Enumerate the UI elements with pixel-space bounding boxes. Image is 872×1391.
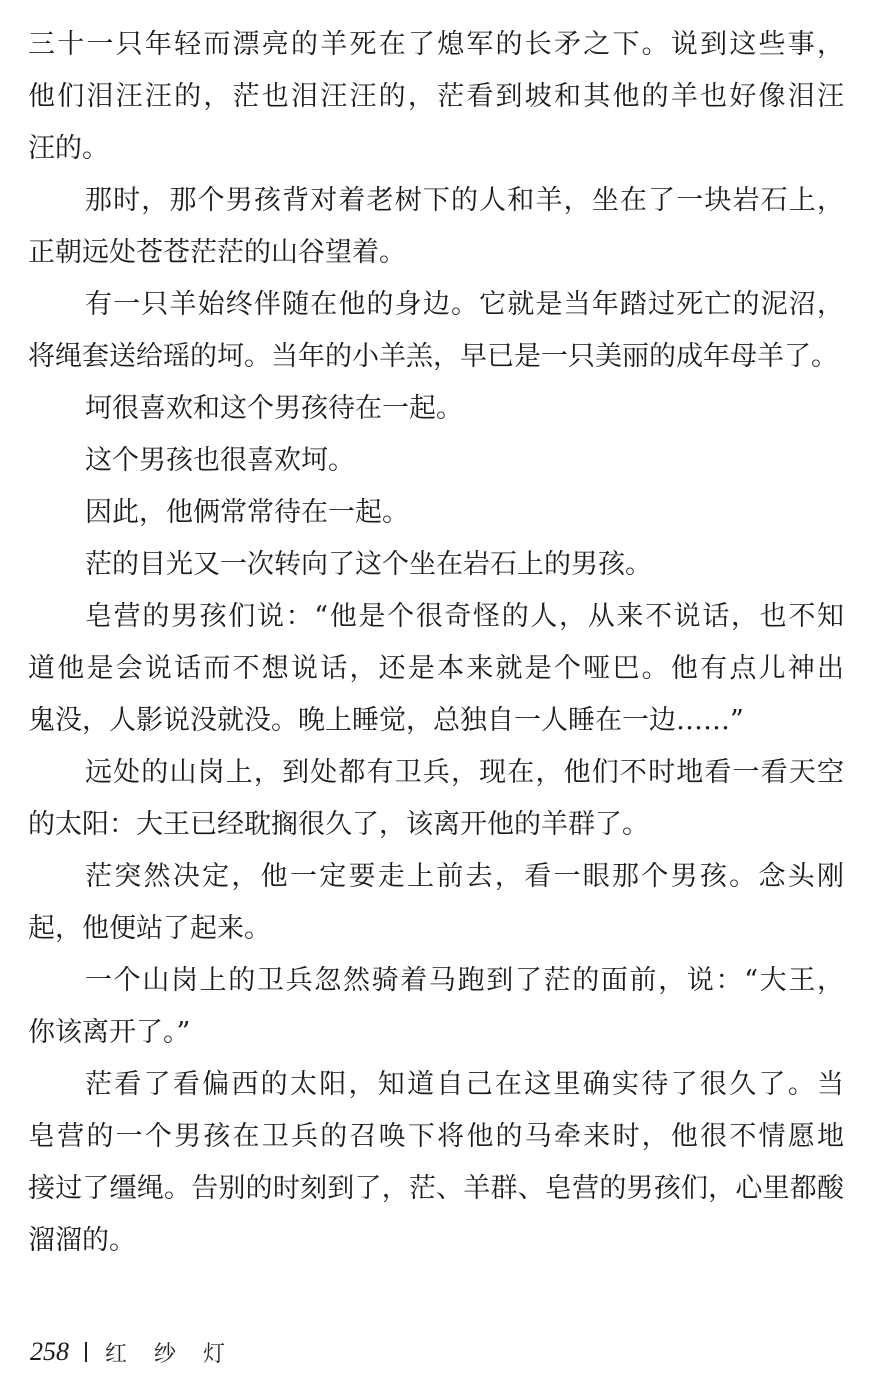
- text-line: 接过了缰绳。告别的时刻到了，茫、羊群、皂营的男孩们，心里都酸: [28, 1173, 844, 1204]
- text-line: 鬼没，人影说没就没。晚上睡觉，总独自一人睡在一边……”: [28, 705, 744, 736]
- text-line: 一个山岗上的卫兵忽然骑着马跑到了茫的面前，说：“大王，: [85, 965, 844, 996]
- page-number: 258: [30, 1337, 69, 1366]
- paragraph: [28, 19, 844, 175]
- paragraph: [28, 1059, 844, 1267]
- text-line: 茫看了看偏西的太阳，知道自己在这里确实待了很久了。当: [85, 1069, 844, 1100]
- text-line: 远处的山岗上，到处都有卫兵，现在，他们不时地看一看天空: [85, 757, 844, 788]
- book-title: 红 纱 灯: [105, 1341, 235, 1367]
- paragraph: [28, 851, 844, 955]
- body-text: [28, 19, 844, 1267]
- paragraph: [28, 175, 844, 279]
- text-line: 的太阳：大王已经耽搁很久了，该离开他的羊群了。: [28, 809, 649, 840]
- text-line: 坷很喜欢和这个男孩待在一起。: [85, 393, 463, 424]
- text-line: 有一只羊始终伴随在他的身边。它就是当年踏过死亡的泥沼，: [85, 289, 844, 320]
- text-line: 茫突然决定，他一定要走上前去，看一眼那个男孩。念头刚: [85, 861, 844, 892]
- text-line: 将绳套送给瑶的坷。当年的小羊羔，早已是一只美丽的成年母羊了。: [28, 341, 838, 372]
- text-line: 茫的目光又一次转向了这个坐在岩石上的男孩。: [85, 549, 652, 580]
- paragraph: [28, 955, 844, 1059]
- text-line: 三十一只年轻而漂亮的羊死在了熄军的长矛之下。说到这些事，: [28, 29, 844, 60]
- paragraph: [28, 591, 844, 747]
- text-line: 皂营的一个男孩在卫兵的召唤下将他的马牵来时，他很不情愿地: [28, 1121, 844, 1152]
- text-line: 他们泪汪汪的，茫也泪汪汪的，茫看到坡和其他的羊也好像泪汪: [28, 81, 844, 112]
- text-line: 皂营的男孩们说：“他是个很奇怪的人，从来不说话，也不知: [85, 601, 844, 632]
- footer-divider: [85, 1342, 87, 1362]
- paragraph: [28, 747, 844, 851]
- text-line: 正朝远处苍苍茫茫的山谷望着。: [28, 237, 406, 268]
- text-line: 道他是会说话而不想说话，还是本来就是个哑巴。他有点儿神出: [28, 653, 844, 684]
- paragraph: [28, 279, 844, 383]
- page-footer: [30, 1332, 235, 1372]
- text-line: 因此，他俩常常待在一起。: [85, 497, 409, 528]
- paragraph: [28, 487, 844, 539]
- text-line: 那时，那个男孩背对着老树下的人和羊，坐在了一块岩石上，: [85, 185, 844, 216]
- text-line: 溜溜的。: [28, 1225, 136, 1256]
- paragraph: [28, 383, 844, 435]
- text-line: 这个男孩也很喜欢坷。: [85, 445, 355, 476]
- text-line: 汪的。: [28, 133, 109, 164]
- text-line: 你该离开了。”: [28, 1017, 191, 1048]
- paragraph: [28, 539, 844, 591]
- paragraph: [28, 435, 844, 487]
- text-line: 起，他便站了起来。: [28, 913, 271, 944]
